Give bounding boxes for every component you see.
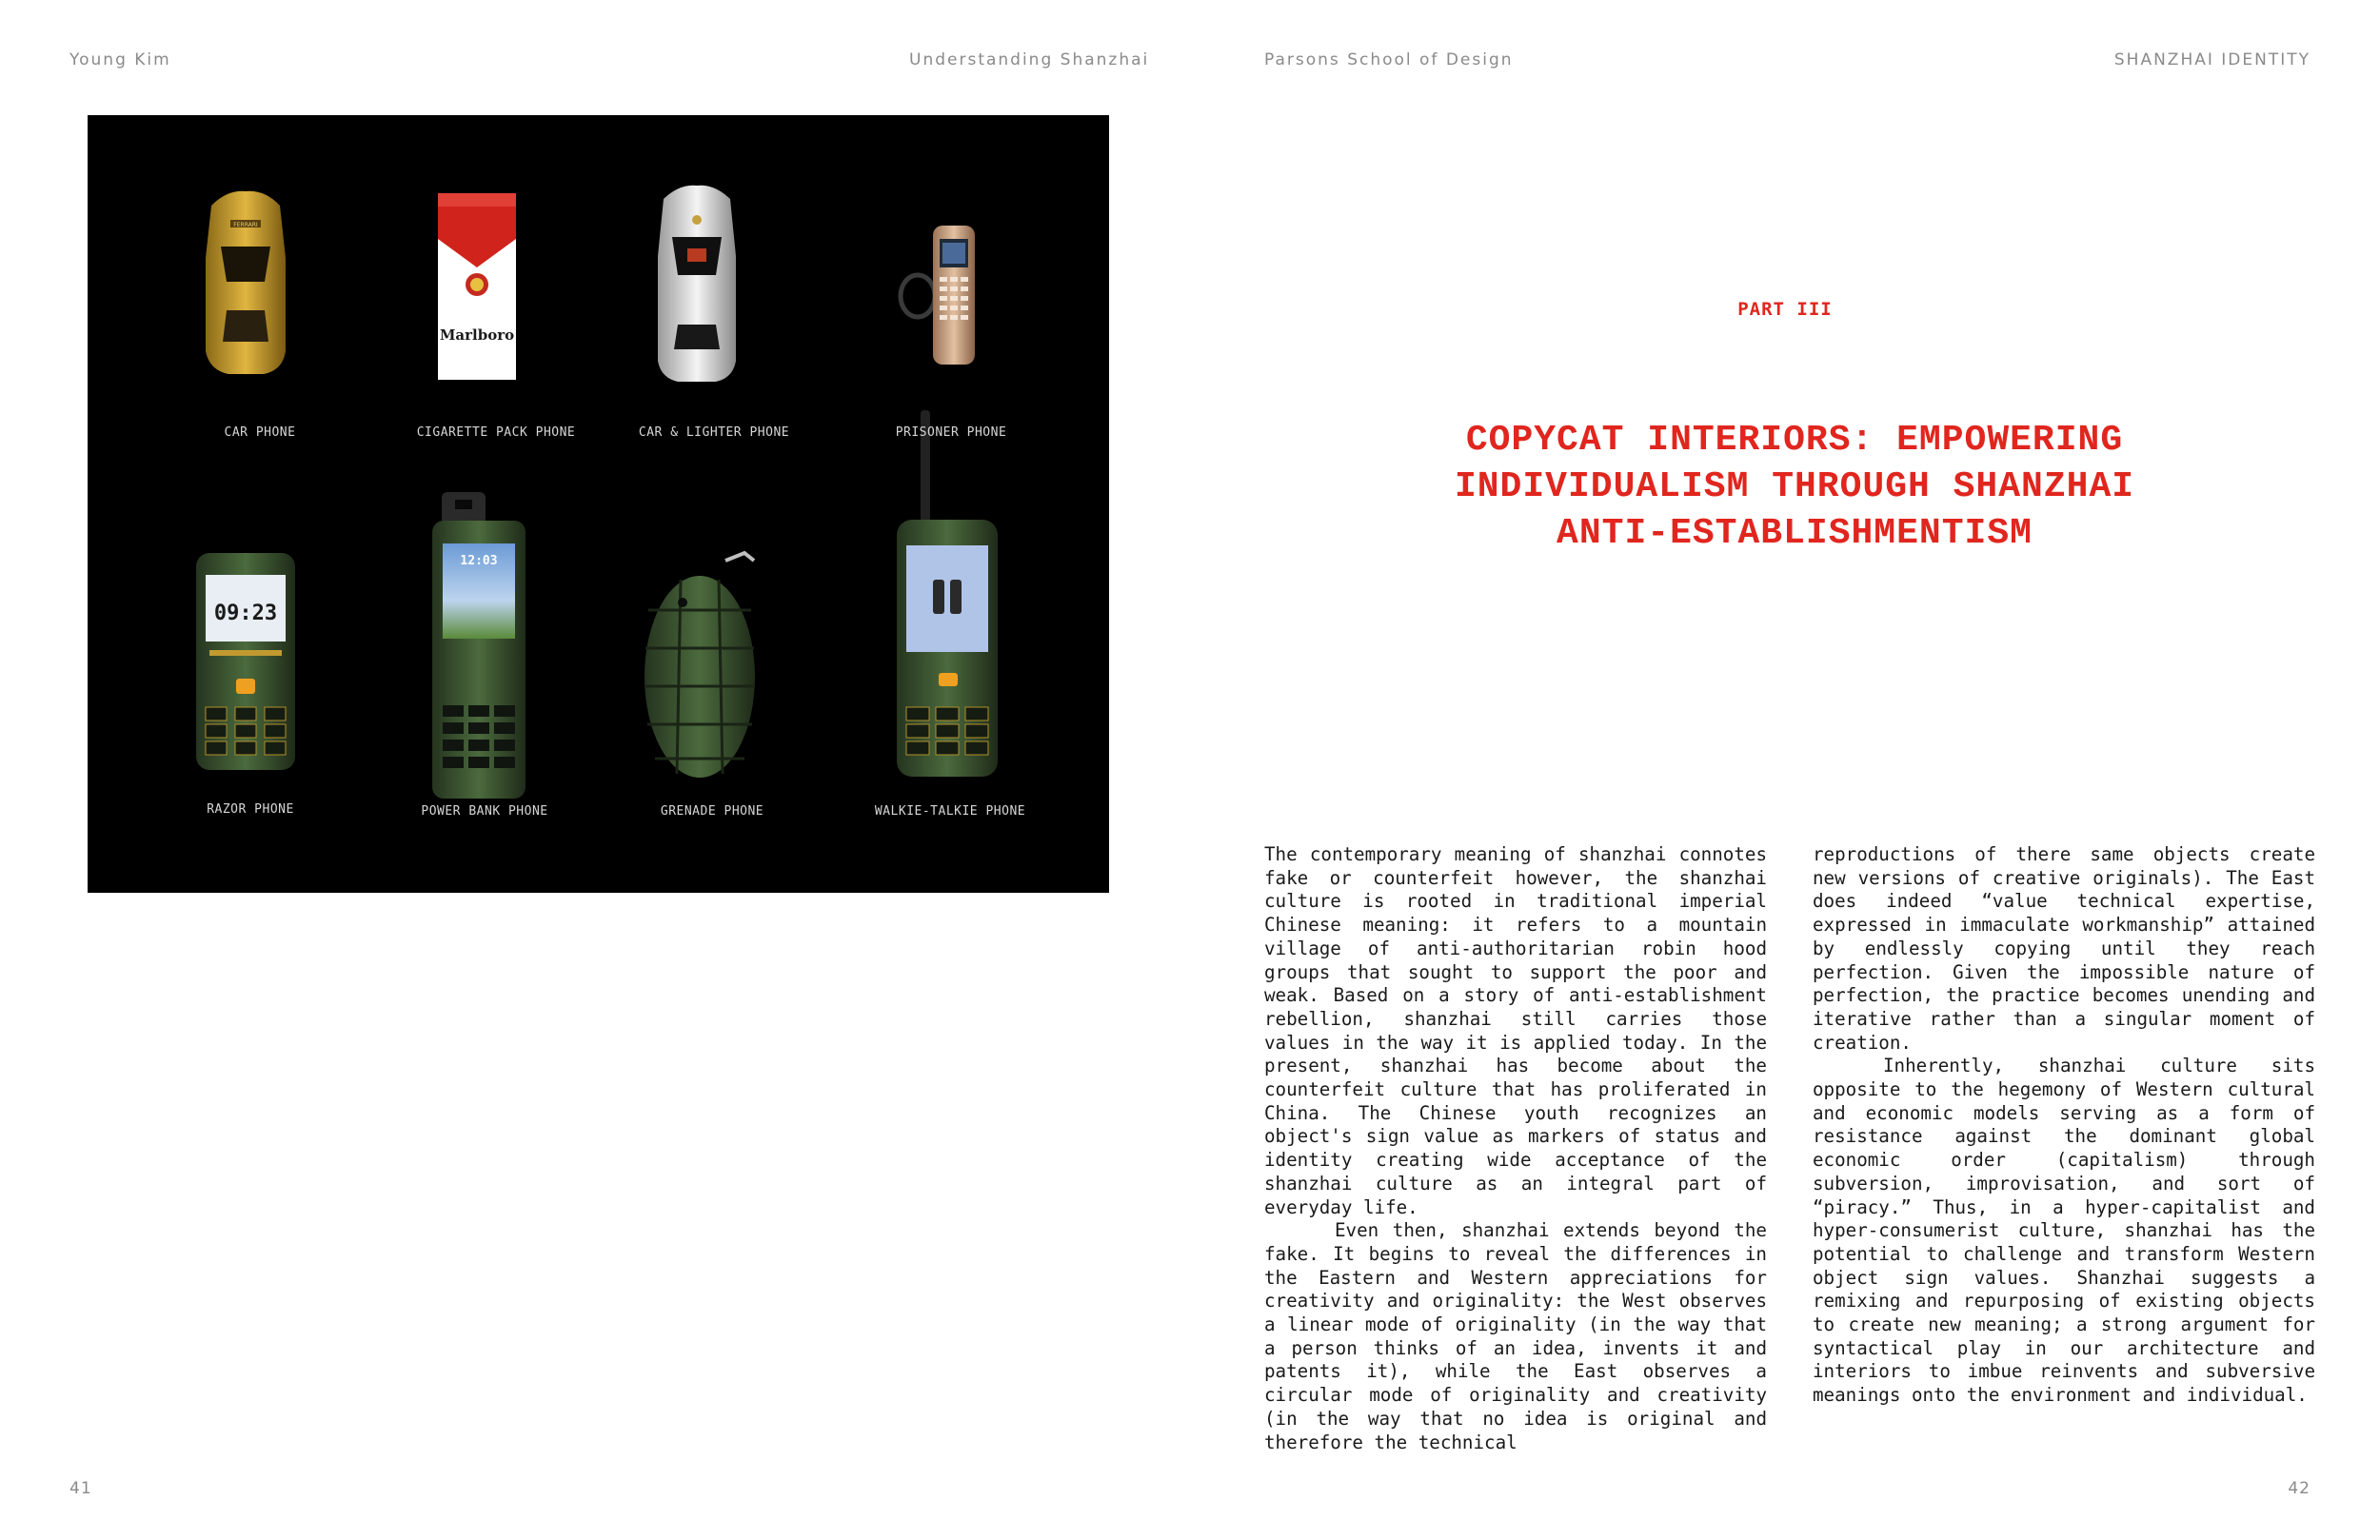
header-book-title: Understanding Shanzhai xyxy=(909,50,1150,69)
power-bank-phone xyxy=(432,492,526,799)
part-label: PART III xyxy=(1737,299,1833,320)
header-school: Parsons School of Design xyxy=(1264,50,1514,69)
caption-razor-phone: RAZOR PHONE xyxy=(207,802,294,817)
page-number-right: 42 xyxy=(2288,1479,2311,1498)
caption-cigarette-pack-phone: CIGARETTE PACK PHONE xyxy=(416,425,576,440)
grenade-phone xyxy=(645,553,755,778)
cigarette-pack-phone xyxy=(438,193,516,380)
walkie-talkie-phone xyxy=(897,410,998,777)
body-paragraph: The contemporary meaning of shanzhai connotes fake or counterfeit however, the shanzhai culture is rooted in traditional imperial Chinese meaning: it refers to a mountain village of anti-authoritarian robin hood groups that sought to support the poor and weak. Based on a story of anti-establishment rebellion, shanzhai still carries those values in the way it is applied today. In the present, shanzhai has become about the counterfeit culture that has proliferated in China. The Chinese youth recognizes an object's sign value as markers of status and identity creating wide acceptance of the shanzhai culture as an integral part of everyday life. xyxy=(1264,843,1767,1218)
pack-brand-text: Marlboro xyxy=(439,326,515,344)
body-column-right xyxy=(1813,843,2315,1408)
razor-phone xyxy=(196,553,295,770)
caption-grenade-phone: GRENADE PHONE xyxy=(660,804,764,819)
phones-photo xyxy=(88,115,1109,893)
body-paragraph: Even then, shanzhai extends beyond the fake. It begins to reveal the differences in the Eastern and Western appreciations for creativity and originality: the West observes a linear mode of originality (in the way that a person thinks of an idea, invents it and patents it), while the East observes a circular mode of originality and creativity (in the way that no idea is original and therefore the technical xyxy=(1264,1219,1767,1453)
chapter-title: COPYCAT INTERIORS: EMPOWERING INDIVIDUALISM THROUGH SHANZHAI ANTI-ESTABLISHMENTISM xyxy=(1454,420,2135,554)
caption-power-bank-phone: POWER BANK PHONE xyxy=(421,804,548,819)
prisoner-phone xyxy=(901,226,975,365)
header-author: Young Kim xyxy=(69,50,171,69)
power-bank-clock-text: 12:03 xyxy=(460,554,498,568)
caption-walkie-talkie-phone: WALKIE-TALKIE PHONE xyxy=(874,804,1026,819)
right-page xyxy=(1190,0,2380,1540)
body-paragraph: reproductions of there same objects create new versions of creative originals). The East does indeed “value technical expertise, expressed in immaculate workmanship” attained by endlessly copying until they reach perfection. Given the impossible nature of perfection, the practice becomes unending and iterative rather than a singular moment of creation. xyxy=(1813,843,2315,1054)
body-column-left xyxy=(1264,843,1767,1454)
caption-car-lighter-phone: CAR & LIGHTER PHONE xyxy=(638,425,790,440)
page-number-left: 41 xyxy=(69,1479,92,1498)
car-badge-text: FERRARI xyxy=(233,222,258,228)
body-paragraph: Inherently, shanzhai culture sits opposite to the hegemony of Western cultural and economic models serving as a form of resistance against the dominant global economic order (capitalism) through subversion, improvisation, and sort of “piracy.” Thus, in a hyper-capitalist and hyper-consumerist culture, shanzhai has the potential to challenge and transform Western object sign values. Shanzhai suggests a remixing and repurposing of existing objects to create new meaning; a strong argument for syntactical play in our architecture and interiors to imbue reinvents and subversive meanings onto the environment and individual. xyxy=(1813,1055,2315,1407)
razor-clock-text: 09:23 xyxy=(213,602,278,625)
car-lighter-phone xyxy=(658,186,736,382)
header-section: SHANZHAI IDENTITY xyxy=(2113,50,2311,69)
caption-prisoner-phone: PRISONER PHONE xyxy=(895,425,1007,440)
caption-car-phone: CAR PHONE xyxy=(224,425,296,440)
phones-illustration xyxy=(88,115,1109,893)
car-phone xyxy=(206,191,286,374)
